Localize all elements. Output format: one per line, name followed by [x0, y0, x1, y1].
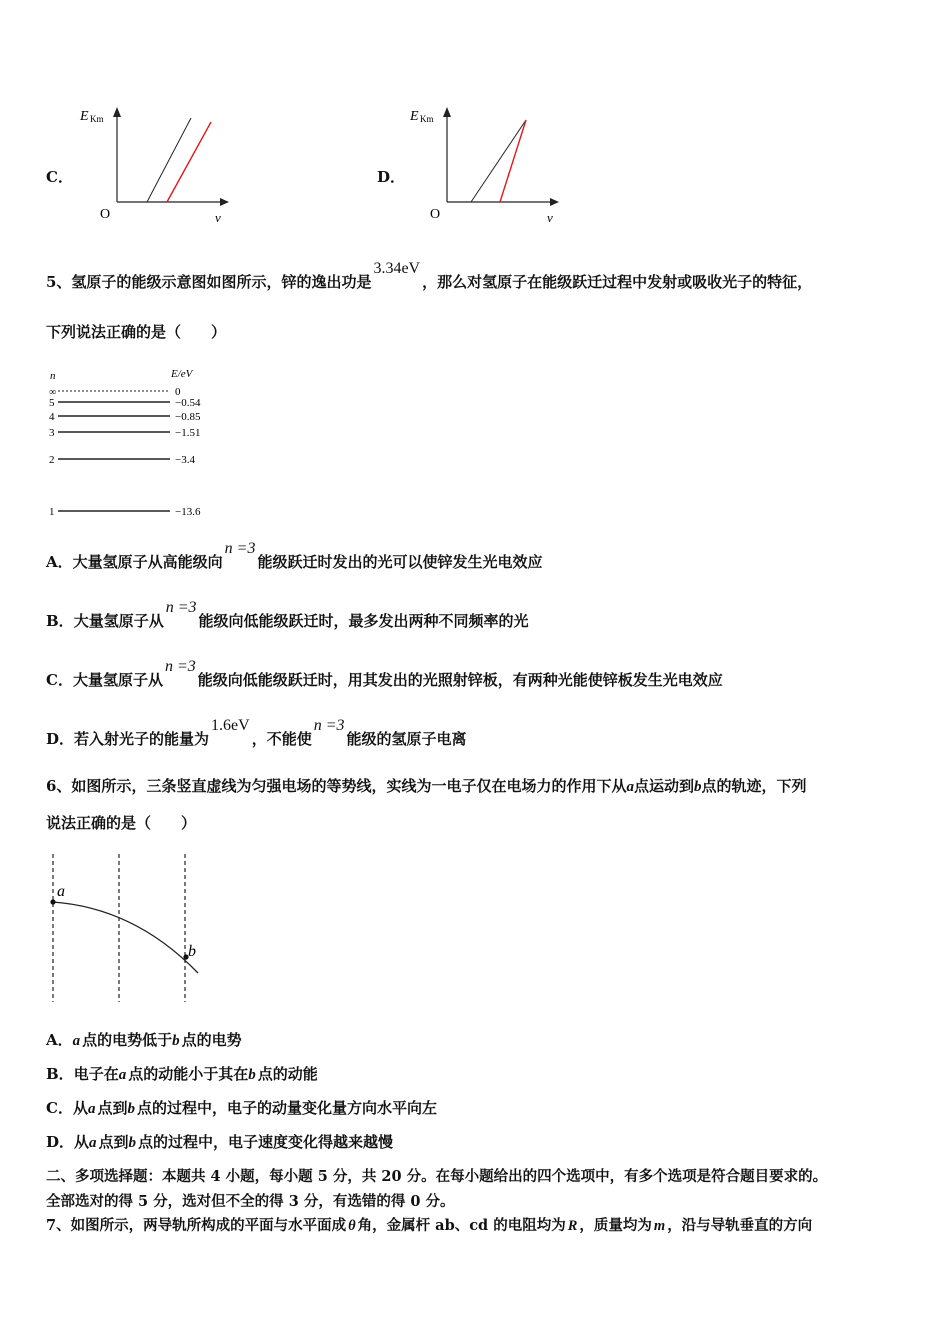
- energy-level-e-inf: 0: [175, 386, 181, 398]
- energy-level-e-5: −0.54: [175, 397, 201, 409]
- q6-option-c-label: C．: [46, 1099, 73, 1117]
- q5-stem-b: ，那么对氢原子在能级跃迁过程中发射或吸收光子的特征，: [422, 273, 813, 291]
- q6-option-c-v2: b: [127, 1101, 135, 1117]
- q5-option-b-post: 能级向低能级跃迁时，最多发出两种不同频率的光: [198, 612, 529, 630]
- q6-option-d-t2: 点的过程中，电子速度变化得越来越慢: [138, 1133, 394, 1151]
- energy-level-e-3: −1.51: [175, 427, 201, 439]
- q6-stem-a: 6、如图所示，三条竖直虚线为匀强电场的等势线，实线为一电子仅在电场力的作用下从: [46, 777, 627, 795]
- graph-d-y-arrow: [443, 107, 451, 117]
- q5-option-a-post: 能级跃迁时发出的光可以使锌发生光电效应: [257, 553, 543, 571]
- q6-option-b-label: B．: [46, 1065, 74, 1083]
- q7-pre: 7、如图所示，两导轨所构成的平面与水平面成: [46, 1217, 347, 1234]
- q6-option-a-t2: 点的电势: [181, 1031, 242, 1049]
- q5-option-d-post: 能级的氢原子电离: [346, 730, 467, 748]
- q5-option-b-math: n =3: [165, 599, 197, 616]
- q6-option-d-label: D．: [46, 1133, 75, 1151]
- q6-option-b-t0: 电子在: [73, 1065, 119, 1083]
- q6-option-a-label: A．: [46, 1031, 73, 1049]
- q6-option-d-v1: a: [89, 1135, 97, 1151]
- energy-level-e-1: −13.6: [175, 506, 201, 518]
- q5-option-b[interactable]: [46, 599, 529, 632]
- electric-field-figure: [40, 850, 215, 1010]
- graph-c: [75, 100, 240, 230]
- q7-R: R: [567, 1218, 578, 1234]
- q5-option-c-label: C．: [46, 671, 73, 689]
- energy-level-n-5: 5: [49, 397, 55, 409]
- q7-post: ，沿与导轨垂直的方向: [667, 1217, 813, 1234]
- q5-option-a-pre: 大量氢原子从高能级向: [72, 553, 223, 571]
- q5-option-b-label: B．: [46, 612, 74, 630]
- q6-var-b: b: [693, 779, 702, 795]
- q5-option-a[interactable]: [46, 540, 543, 573]
- q5-option-d[interactable]: [46, 717, 467, 750]
- q6-option-c-t2: 点的过程中，电子的动量变化量方向水平向左: [136, 1099, 437, 1117]
- q5-stem-line1: [46, 260, 813, 293]
- energy-level-e-2: −3.4: [175, 454, 195, 466]
- q6-option-d-t1: 点到: [98, 1133, 129, 1151]
- q6-var-a: a: [626, 779, 634, 795]
- q7-m: m: [653, 1218, 666, 1234]
- graph-c-ylabel: E: [80, 109, 89, 124]
- graph-c-xlabel: v: [215, 210, 221, 225]
- graph-d-black-line: [471, 120, 526, 202]
- q5-option-b-pre: 大量氢原子从: [73, 612, 164, 630]
- energy-level-n-4: 4: [49, 411, 55, 423]
- q6-option-b-v2: b: [248, 1067, 256, 1083]
- q6-stem-line1: [46, 776, 806, 797]
- graph-d-x-arrow: [550, 198, 559, 206]
- energy-level-e-4: −0.85: [175, 411, 201, 423]
- q6-option-d[interactable]: [46, 1132, 393, 1153]
- q6-option-b-v1: a: [118, 1067, 127, 1083]
- q5-option-d-mid: ，不能使: [251, 730, 312, 748]
- section2-line2: 全部选对的得 5 分，选对但不全的得 3 分，有选错的得 0 分。: [46, 1193, 455, 1210]
- q5-work-function: 3.34eV: [373, 260, 421, 277]
- q6-option-c-t0: 从: [72, 1099, 88, 1117]
- energy-level-n-3: 3: [49, 427, 55, 439]
- graph-d-red-line: [500, 120, 526, 202]
- energy-n-header: n: [50, 370, 56, 382]
- q6-stem-line2: 说法正确的是（ ）: [46, 814, 197, 832]
- graph-d-ylabel: E: [410, 109, 419, 124]
- point-b-label: b: [188, 943, 196, 960]
- q6-option-a-t1: 点的电势低于: [82, 1031, 173, 1049]
- graph-c-ysub: Km: [90, 114, 104, 124]
- electron-trajectory: [53, 902, 198, 973]
- q5-option-d-math2: n =3: [313, 717, 345, 734]
- graph-d-ysub: Km: [420, 114, 434, 124]
- q6-option-a[interactable]: [46, 1030, 242, 1051]
- q5-option-a-label: A．: [46, 553, 73, 571]
- q6-option-d-v2: b: [128, 1135, 137, 1151]
- q6-option-c-v1: a: [87, 1101, 96, 1117]
- point-a-dot: [50, 899, 55, 904]
- q6-option-a-v2: b: [172, 1033, 180, 1049]
- q6-option-b[interactable]: [46, 1064, 318, 1085]
- q5-option-d-math1: 1.6eV: [211, 717, 250, 734]
- energy-level-diagram: [44, 362, 224, 527]
- q6-option-c-t1: 点到: [97, 1099, 128, 1117]
- q6-option-a-v1: a: [72, 1033, 81, 1049]
- graph-c-label: C．: [46, 168, 73, 186]
- graph-d-xlabel: v: [547, 210, 553, 225]
- q5-option-c[interactable]: [46, 658, 723, 691]
- q7-mid2: ，质量均为: [579, 1217, 652, 1234]
- q5-option-a-math: n =3: [224, 540, 256, 557]
- q5-option-c-post: 能级向低能级跃迁时，用其发出的光照射锌板，有两种光能使锌板发生光电效应: [197, 671, 723, 689]
- q5-stem-line2: 下列说法正确的是（ ）: [46, 323, 227, 341]
- graph-d-origin: O: [430, 207, 441, 222]
- graph-c-x-arrow: [220, 198, 229, 206]
- q5-option-d-pre: 若入射光子的能量为: [74, 730, 210, 748]
- graph-c-y-arrow: [113, 107, 121, 117]
- graph-d-label: D．: [377, 168, 406, 186]
- q5-option-c-pre: 大量氢原子从: [72, 671, 163, 689]
- graph-c-black-line: [147, 118, 191, 202]
- q5-stem-a: 5、氢原子的能级示意图如图所示，锌的逸出功是: [46, 273, 372, 291]
- energy-level-n-2: 2: [49, 454, 55, 466]
- q6-option-c[interactable]: [46, 1098, 437, 1119]
- graph-d: [405, 100, 570, 230]
- q6-option-b-t2: 点的动能: [257, 1065, 318, 1083]
- q6-option-d-t0: 从: [74, 1133, 90, 1151]
- q7-theta: θ: [348, 1218, 356, 1234]
- q7-stem: [46, 1216, 812, 1236]
- q6-option-b-t1: 点的动能小于其在: [128, 1065, 249, 1083]
- point-a-label: a: [57, 883, 65, 900]
- q6-stem-mid: 点运动到: [633, 777, 694, 795]
- graph-c-origin: O: [100, 207, 111, 222]
- section2-line1: 二、多项选择题：本题共 4 小题，每小题 5 分，共 20 分。在每小题给出的四个选项中，有多个选项是符合题目要求的。: [46, 1168, 828, 1185]
- energy-level-n-1: 1: [49, 506, 55, 518]
- graph-c-red-line: [167, 122, 211, 202]
- q5-option-d-label: D．: [46, 730, 75, 748]
- q6-stem-b: 点的轨迹，下列: [701, 777, 807, 795]
- energy-e-header: E/eV: [171, 368, 193, 380]
- q7-mid1: 角，金属杆 ab、cd 的电阻均为: [357, 1217, 566, 1234]
- q5-option-c-math: n =3: [164, 658, 196, 675]
- energy-level-n-inf: ∞: [49, 387, 57, 398]
